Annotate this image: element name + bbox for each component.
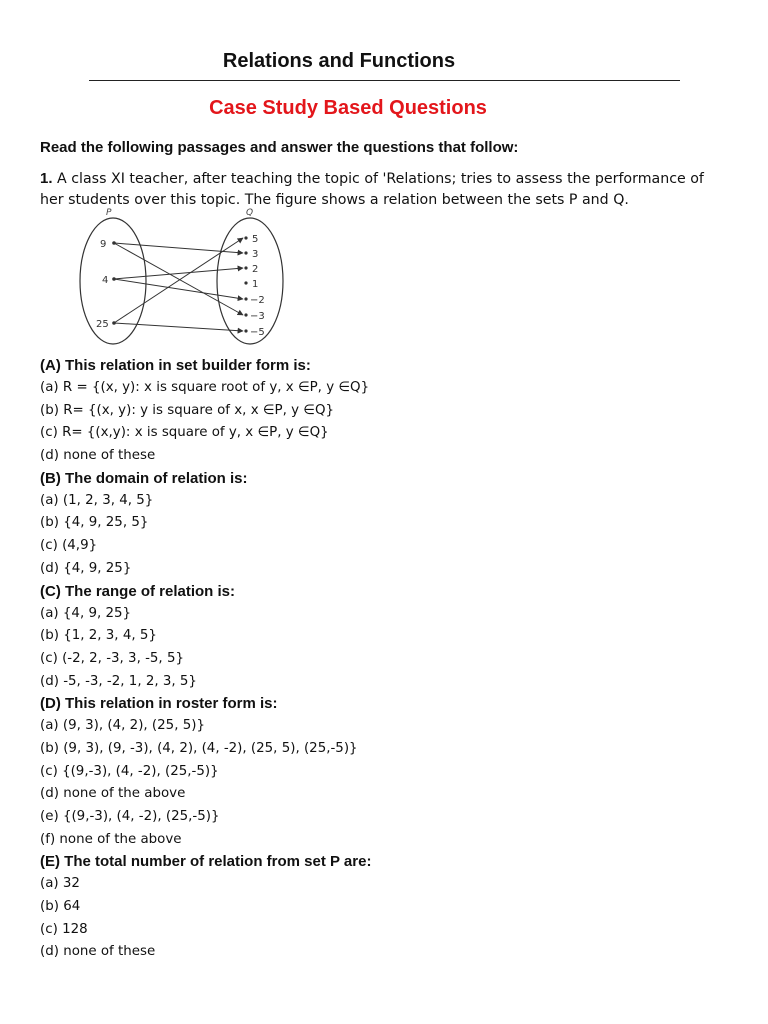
p-element: 25 [96,319,109,330]
relation-arrow [114,279,243,299]
question-heading: (A) This relation in set builder form is: [40,357,311,374]
answer-option: (a) 32 [40,876,80,892]
set-q-oval [217,218,283,344]
q-dot [244,329,247,332]
q-element: −2 [250,295,265,306]
q-element: 3 [252,249,259,260]
instruction-text: Read the following passages and answer the questions that follow: [40,139,519,156]
page-title: Relations and Functions [222,50,456,72]
answer-option: (d) none of these [40,448,156,464]
question-1-body: A class XI teacher, after teaching the topic of 'Relations; tries to assess the performance of her students over this topic. The figure shows a relation between the sets P and Q. [40,171,704,208]
question-1-number: 1. [40,170,53,187]
q-dot [244,313,247,316]
relation-diagram [74,205,294,355]
answer-option: (c) {(9,-3), (4, -2), (25,-5)} [40,763,219,779]
q-dot [244,281,247,284]
question-heading: (E) The total number of relation from set P are: [40,853,372,871]
answer-option: (a) R = {(x, y): x is square root of y, x ∈P, y ∈Q} [40,380,370,395]
answer-option: (a) {4, 9, 25} [40,605,132,621]
q-element: 1 [252,279,259,290]
question-list [40,355,730,964]
q-element: 5 [252,234,259,245]
set-q-label: Q [246,208,254,218]
question-heading: (D) This relation in roster form is: [40,695,278,713]
answer-option: (d) -5, -3, -2, 1, 2, 3, 5} [40,673,197,689]
q-element: −3 [250,311,265,322]
relation-arrow [114,268,243,279]
q-dot [244,297,247,300]
answer-option: (a) (9, 3), (4, 2), (25, 5)} [40,718,205,734]
answer-option: (d) {4, 9, 25} [40,560,132,576]
answer-option: (d) none of these [40,944,156,960]
relation-arrow [114,238,243,323]
q-element: −5 [250,327,265,338]
title-underline [89,80,680,81]
p-element: 9 [100,239,107,250]
answer-option: (a) (1, 2, 3, 4, 5} [40,492,154,508]
p-element: 4 [102,275,109,286]
answer-option: (b) {4, 9, 25, 5} [40,515,149,531]
q-element: 2 [252,264,259,275]
answer-option: (e) {(9,-3), (4, -2), (25,-5)} [40,809,220,824]
question-heading: (B) The domain of relation is: [40,469,248,487]
answer-option: (c) R= {(x,y): x is square of y, x ∈P, y ∈Q} [40,425,329,441]
q-dot [244,266,247,269]
set-p-oval [80,218,146,344]
answer-option: (b) (9, 3), (9, -3), (4, 2), (4, -2), (25, 5), (25,-5)} [40,740,358,756]
answer-option: (c) 128 [40,921,88,937]
answer-option: (d) none of the above [40,786,186,802]
relation-arrow [114,243,243,315]
q-dot [244,251,247,254]
q-dot [244,236,247,239]
answer-option: (c) (4,9} [40,538,98,554]
answer-option: (b) R= {(x, y): y is square of x, x ∈P, y ∈Q} [40,402,335,418]
answer-option: (b) 64 [40,899,81,915]
answer-option: (c) (-2, 2, -3, 3, -5, 5} [40,650,184,666]
answer-option: (b) {1, 2, 3, 4, 5} [40,628,157,644]
set-p-label: P [106,208,112,218]
answer-option: (f) none of the above [40,831,182,847]
question-heading: (C) The range of relation is: [40,582,236,600]
section-title: Case Study Based Questions [209,97,487,119]
